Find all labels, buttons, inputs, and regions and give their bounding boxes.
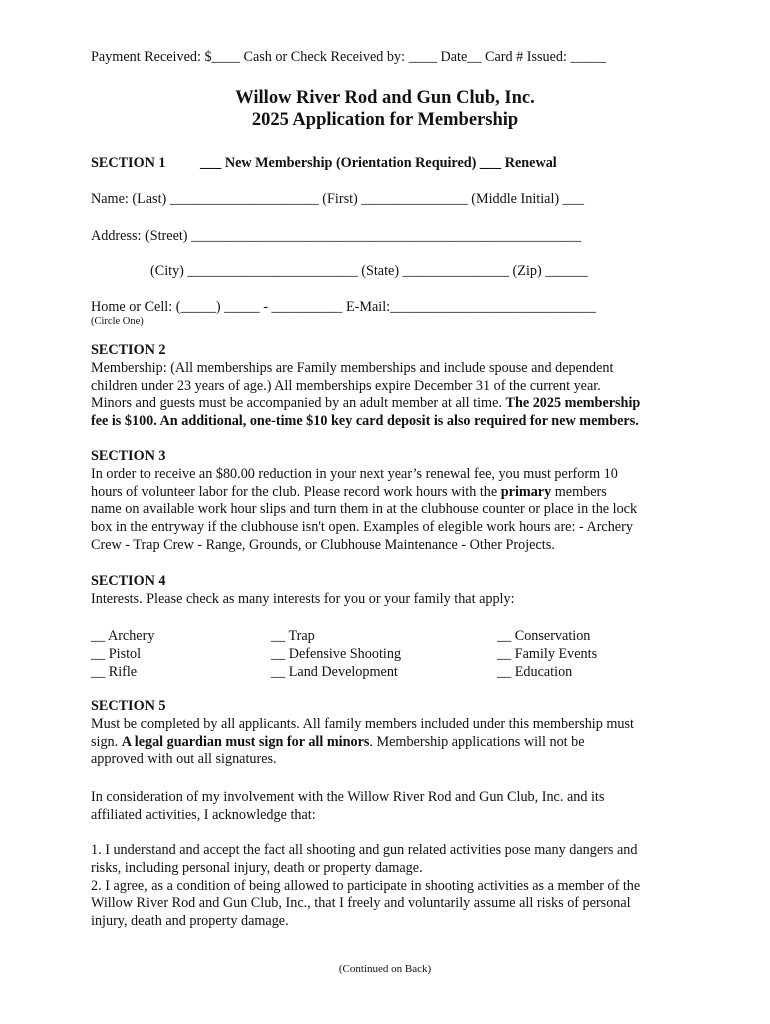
- name-field-line: Name: (Last) _____________________ (First) _______________ (Middle Initial) ___: [91, 191, 584, 207]
- interest-option-defensive-shooting: __ Defensive Shooting: [271, 646, 402, 662]
- section5-block: [91, 698, 691, 769]
- section2-line: children under 23 years of age.) All memberships expire December 31 of the current year.: [91, 377, 601, 394]
- consideration-line: In consideration of my involvement with the Willow River Rod and Gun Club, Inc. and its: [91, 789, 605, 805]
- interest-option-conservation: __ Conservation: [497, 628, 591, 644]
- guardian-emphasis: A legal guardian must sign for all minors: [121, 733, 370, 750]
- acknowledgement-item-1: 1. I understand and accept the fact all shooting and gun related activities pose many dangers and: [91, 842, 638, 858]
- interest-option-pistol: __ Pistol: [91, 646, 142, 662]
- interests-column-3: [497, 627, 597, 681]
- section3-line: Crew - Trap Crew - Range, Grounds, or Clubhouse Maintenance - Other Projects.: [91, 536, 555, 553]
- club-title: Willow River Rod and Gun Club, Inc.: [235, 88, 535, 108]
- section5-line: Must be completed by all applicants. All family members included under this membership must: [91, 715, 634, 732]
- acknowledgement-item-2: 2. I agree, as a condition of being allowed to participate in shooting activities as a member of the: [91, 877, 641, 894]
- key-card-deposit-text: fee is $100. An additional, one-time $10 key card deposit is also required for new members.: [91, 413, 639, 430]
- section3-heading: SECTION 3: [91, 448, 166, 464]
- section3-text: members: [551, 483, 607, 500]
- section4-intro: Interests. Please check as many interests for you or your family that apply:: [91, 590, 515, 607]
- section5-heading: SECTION 5: [91, 698, 166, 714]
- membership-fee-text: The 2025 membership: [505, 395, 641, 412]
- membership-type-options: ___ New Membership (Orientation Required) ___ Renewal: [200, 155, 557, 171]
- payment-header-line: Payment Received: $____ Cash or Check Received by: ____ Date__ Card # Issued: _____: [91, 49, 606, 65]
- interest-option-trap: __ Trap: [271, 628, 315, 644]
- phone-email-line: Home or Cell: (_____) _____ - __________ E-Mail:_____________________________: [91, 299, 596, 315]
- section5-line: [91, 734, 691, 752]
- phone-circle-note: (Circle One): [91, 316, 144, 327]
- application-title: 2025 Application for Membership: [251, 110, 519, 130]
- section2-heading: SECTION 2: [91, 342, 166, 358]
- section4-block: [91, 573, 691, 609]
- section2-line: [91, 395, 691, 413]
- section2-text: Minors and guests must be accompanied by an adult member at all time.: [91, 395, 506, 412]
- acknowledgement-item-2-cont: injury, death and property damage.: [91, 913, 289, 930]
- section3-text: hours of volunteer labor for the club. Please record work hours with the: [91, 483, 501, 500]
- section5-text: sign.: [91, 733, 122, 750]
- continued-footer: (Continued on Back): [338, 963, 432, 975]
- primary-emphasis: primary: [500, 483, 552, 500]
- section1-heading: SECTION 1: [91, 155, 166, 171]
- section2-line: Membership: (All memberships are Family memberships and include spouse and dependent: [91, 359, 614, 376]
- acknowledgement-item-2-cont: Willow River Rod and Gun Club, Inc., that I freely and voluntarily assume all risks of personal: [91, 895, 631, 912]
- interest-option-rifle: __ Rifle: [91, 664, 138, 680]
- section5-text: . Membership applications will not be: [369, 733, 585, 750]
- section3-line: box in the entryway if the clubhouse isn't open. Examples of elegible work hours are: - Archery: [91, 519, 633, 536]
- section3-line: [91, 484, 691, 502]
- interests-column-2: [271, 627, 401, 681]
- section2-block: [91, 342, 691, 431]
- section3-block: [91, 448, 691, 555]
- section3-line: name on available work hour slips and turn them in at the clubhouse counter or place in the lock: [91, 501, 638, 518]
- section5-line: approved with out all signatures.: [91, 751, 277, 768]
- address-city-line: (City) ________________________ (State) _______________ (Zip) ______: [150, 263, 588, 279]
- interest-option-family-events: __ Family Events: [497, 646, 598, 662]
- section3-line: In order to receive an $80.00 reduction in your next year’s renewal fee, you must perform 10: [91, 465, 618, 482]
- interest-option-education: __ Education: [497, 664, 573, 680]
- section4-heading: SECTION 4: [91, 573, 166, 589]
- consideration-line: affiliated activities, I acknowledge that:: [91, 806, 316, 823]
- interest-option-land-development: __ Land Development: [271, 664, 398, 680]
- acknowledgement-list: [91, 842, 691, 931]
- interests-column-1: [91, 627, 154, 681]
- address-street-line: Address: (Street) _______________________________________________________: [91, 228, 582, 244]
- acknowledgement-item-1-cont: risks, including personal injury, death or property damage.: [91, 859, 423, 876]
- interest-option-archery: __ Archery: [91, 628, 155, 644]
- consideration-block: [91, 789, 691, 825]
